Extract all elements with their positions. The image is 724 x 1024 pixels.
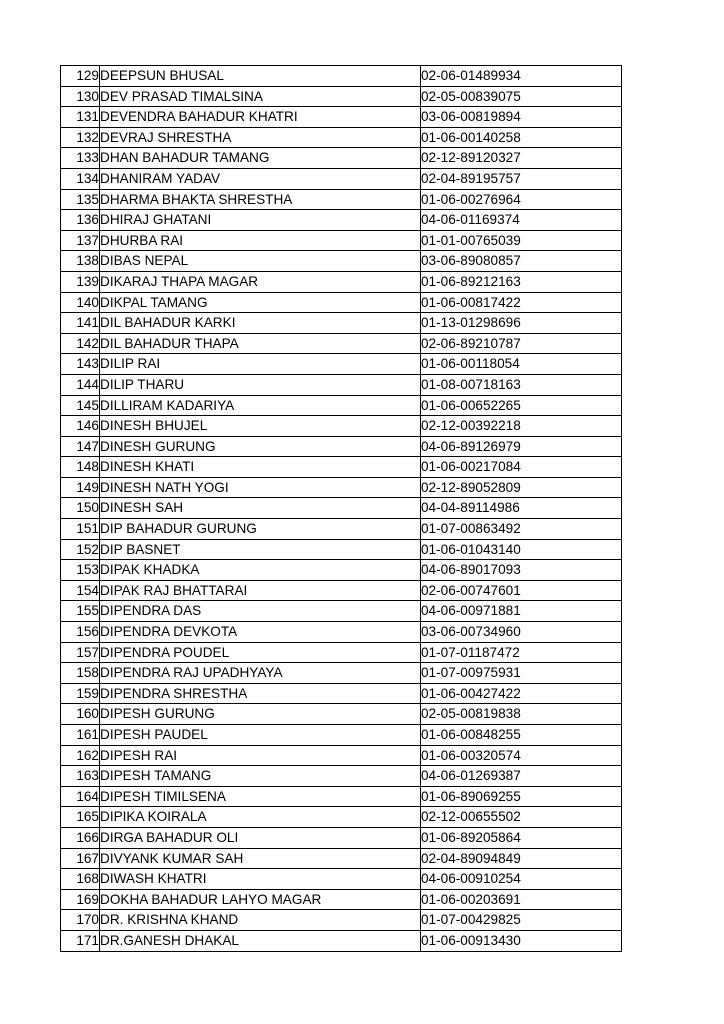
table-row: [61, 313, 622, 334]
serial-number-cell: 129: [61, 66, 100, 87]
serial-number-cell: 164: [61, 786, 100, 807]
serial-number-cell: 151: [61, 519, 100, 540]
serial-number-cell: 134: [61, 168, 100, 189]
name-cell: DIKARAJ THAPA MAGAR: [100, 271, 421, 292]
name-cell: DINESH NATH YOGI: [100, 477, 421, 498]
table-row: [61, 725, 622, 746]
serial-number-cell: 168: [61, 869, 100, 890]
name-cell: DIL BAHADUR KARKI: [100, 313, 421, 334]
serial-number-cell: 138: [61, 251, 100, 272]
id-number-cell: 04-06-01169374: [421, 210, 622, 231]
id-number-cell: 01-06-00140258: [421, 127, 622, 148]
name-cell: DHIRAJ GHATANI: [100, 210, 421, 231]
name-cell: DIPESH GURUNG: [100, 704, 421, 725]
serial-number-cell: 149: [61, 477, 100, 498]
name-cell: DIL BAHADUR THAPA: [100, 333, 421, 354]
name-cell: DEV PRASAD TIMALSINA: [100, 86, 421, 107]
table-row: [61, 395, 622, 416]
serial-number-cell: 169: [61, 889, 100, 910]
name-cell: DHAN BAHADUR TAMANG: [100, 148, 421, 169]
table-row: [61, 889, 622, 910]
serial-number-cell: 155: [61, 601, 100, 622]
serial-number-cell: 136: [61, 210, 100, 231]
id-number-cell: 01-06-89205864: [421, 827, 622, 848]
serial-number-cell: 133: [61, 148, 100, 169]
table-row: [61, 827, 622, 848]
id-number-cell: 01-07-00975931: [421, 663, 622, 684]
table-row: [61, 107, 622, 128]
table-row: [61, 333, 622, 354]
table-row: [61, 622, 622, 643]
id-number-cell: 01-06-89212163: [421, 271, 622, 292]
name-cell: DR. KRISHNA KHAND: [100, 910, 421, 931]
serial-number-cell: 160: [61, 704, 100, 725]
id-number-cell: 01-13-01298696: [421, 313, 622, 334]
table-row: [61, 848, 622, 869]
id-number-cell: 01-06-00118054: [421, 354, 622, 375]
serial-number-cell: 170: [61, 910, 100, 931]
serial-number-cell: 166: [61, 827, 100, 848]
name-cell: DIP BASNET: [100, 539, 421, 560]
name-cell: DIRGA BAHADUR OLI: [100, 827, 421, 848]
name-cell: DOKHA BAHADUR LAHYO MAGAR: [100, 889, 421, 910]
id-number-cell: 02-06-89210787: [421, 333, 622, 354]
table-row: [61, 580, 622, 601]
name-cell: DILIP THARU: [100, 374, 421, 395]
name-cell: DIPESH PAUDEL: [100, 725, 421, 746]
name-cell: DINESH BHUJEL: [100, 416, 421, 437]
id-number-cell: 01-06-00817422: [421, 292, 622, 313]
id-number-cell: 01-07-00863492: [421, 519, 622, 540]
id-number-cell: 01-06-00652265: [421, 395, 622, 416]
serial-number-cell: 157: [61, 642, 100, 663]
name-cell: DR.GANESH DHAKAL: [100, 930, 421, 951]
serial-number-cell: 165: [61, 807, 100, 828]
table-row: [61, 930, 622, 951]
table-row: [61, 807, 622, 828]
name-cell: DIPESH TIMILSENA: [100, 786, 421, 807]
serial-number-cell: 167: [61, 848, 100, 869]
id-number-cell: 01-08-00718163: [421, 374, 622, 395]
id-number-cell: 02-04-89094849: [421, 848, 622, 869]
serial-number-cell: 162: [61, 745, 100, 766]
name-cell: DIWASH KHATRI: [100, 869, 421, 890]
id-number-cell: 01-06-00848255: [421, 725, 622, 746]
id-number-cell: 04-06-01269387: [421, 766, 622, 787]
name-cell: DIPENDRA RAJ UPADHYAYA: [100, 663, 421, 684]
name-cell: DHANIRAM YADAV: [100, 168, 421, 189]
name-cell: DILIP RAI: [100, 354, 421, 375]
name-cell: DEVRAJ SHRESTHA: [100, 127, 421, 148]
name-cell: DINESH KHATI: [100, 457, 421, 478]
table-row: [61, 354, 622, 375]
id-number-cell: 04-06-89126979: [421, 436, 622, 457]
name-cell: DIPESH RAI: [100, 745, 421, 766]
table-row: [61, 498, 622, 519]
name-cell: DHURBA RAI: [100, 230, 421, 251]
serial-number-cell: 148: [61, 457, 100, 478]
table-row: [61, 519, 622, 540]
serial-number-cell: 159: [61, 683, 100, 704]
serial-number-cell: 158: [61, 663, 100, 684]
name-cell: DILLIRAM KADARIYA: [100, 395, 421, 416]
table-row: [61, 148, 622, 169]
id-number-cell: 01-06-89069255: [421, 786, 622, 807]
name-cell: DIPAK KHADKA: [100, 560, 421, 581]
roster-table: [60, 65, 622, 952]
id-number-cell: 01-06-00203691: [421, 889, 622, 910]
table-row: [61, 477, 622, 498]
table-row: [61, 745, 622, 766]
table-row: [61, 230, 622, 251]
table-row: [61, 168, 622, 189]
serial-number-cell: 152: [61, 539, 100, 560]
id-number-cell: 01-06-01043140: [421, 539, 622, 560]
table-row: [61, 663, 622, 684]
table-row: [61, 457, 622, 478]
table-row: [61, 642, 622, 663]
name-cell: DIPAK RAJ BHATTARAI: [100, 580, 421, 601]
id-number-cell: 03-06-00734960: [421, 622, 622, 643]
id-number-cell: 01-07-01187472: [421, 642, 622, 663]
name-cell: DEEPSUN BHUSAL: [100, 66, 421, 87]
table-row: [61, 601, 622, 622]
name-cell: DIP BAHADUR GURUNG: [100, 519, 421, 540]
name-cell: DIPIKA KOIRALA: [100, 807, 421, 828]
serial-number-cell: 153: [61, 560, 100, 581]
id-number-cell: 01-06-00320574: [421, 745, 622, 766]
table-row: [61, 210, 622, 231]
serial-number-cell: 137: [61, 230, 100, 251]
serial-number-cell: 145: [61, 395, 100, 416]
serial-number-cell: 141: [61, 313, 100, 334]
id-number-cell: 02-12-00655502: [421, 807, 622, 828]
serial-number-cell: 140: [61, 292, 100, 313]
serial-number-cell: 146: [61, 416, 100, 437]
id-number-cell: 01-01-00765039: [421, 230, 622, 251]
table-row: [61, 374, 622, 395]
id-number-cell: 01-06-00217084: [421, 457, 622, 478]
name-cell: DIVYANK KUMAR SAH: [100, 848, 421, 869]
serial-number-cell: 144: [61, 374, 100, 395]
id-number-cell: 03-06-89080857: [421, 251, 622, 272]
table-row: [61, 869, 622, 890]
name-cell: DEVENDRA BAHADUR KHATRI: [100, 107, 421, 128]
name-cell: DINESH GURUNG: [100, 436, 421, 457]
id-number-cell: 02-12-89052809: [421, 477, 622, 498]
name-cell: DIPESH TAMANG: [100, 766, 421, 787]
serial-number-cell: 147: [61, 436, 100, 457]
table-row: [61, 86, 622, 107]
id-number-cell: 01-06-00276964: [421, 189, 622, 210]
id-number-cell: 02-04-89195757: [421, 168, 622, 189]
id-number-cell: 02-05-00839075: [421, 86, 622, 107]
id-number-cell: 01-06-00427422: [421, 683, 622, 704]
id-number-cell: 04-04-89114986: [421, 498, 622, 519]
table-row: [61, 416, 622, 437]
serial-number-cell: 135: [61, 189, 100, 210]
id-number-cell: 02-06-01489934: [421, 66, 622, 87]
id-number-cell: 02-06-00747601: [421, 580, 622, 601]
serial-number-cell: 130: [61, 86, 100, 107]
name-cell: DIPENDRA DEVKOTA: [100, 622, 421, 643]
id-number-cell: 03-06-00819894: [421, 107, 622, 128]
serial-number-cell: 132: [61, 127, 100, 148]
serial-number-cell: 150: [61, 498, 100, 519]
id-number-cell: 02-12-89120327: [421, 148, 622, 169]
table-row: [61, 539, 622, 560]
table-row: [61, 683, 622, 704]
table-row: [61, 127, 622, 148]
serial-number-cell: 143: [61, 354, 100, 375]
id-number-cell: 02-12-00392218: [421, 416, 622, 437]
table-row: [61, 786, 622, 807]
serial-number-cell: 131: [61, 107, 100, 128]
name-cell: DINESH SAH: [100, 498, 421, 519]
name-cell: DIKPAL TAMANG: [100, 292, 421, 313]
table-row: [61, 189, 622, 210]
serial-number-cell: 142: [61, 333, 100, 354]
id-number-cell: 04-06-00971881: [421, 601, 622, 622]
table-row: [61, 66, 622, 87]
serial-number-cell: 163: [61, 766, 100, 787]
table-row: [61, 251, 622, 272]
serial-number-cell: 161: [61, 725, 100, 746]
table-row: [61, 704, 622, 725]
roster-table-body: [61, 66, 622, 952]
serial-number-cell: 171: [61, 930, 100, 951]
id-number-cell: 04-06-89017093: [421, 560, 622, 581]
table-row: [61, 271, 622, 292]
id-number-cell: 01-07-00429825: [421, 910, 622, 931]
id-number-cell: 01-06-00913430: [421, 930, 622, 951]
serial-number-cell: 154: [61, 580, 100, 601]
serial-number-cell: 156: [61, 622, 100, 643]
table-row: [61, 766, 622, 787]
table-row: [61, 292, 622, 313]
table-row: [61, 436, 622, 457]
table-row: [61, 560, 622, 581]
name-cell: DIPENDRA SHRESTHA: [100, 683, 421, 704]
serial-number-cell: 139: [61, 271, 100, 292]
name-cell: DIBAS NEPAL: [100, 251, 421, 272]
id-number-cell: 04-06-00910254: [421, 869, 622, 890]
name-cell: DIPENDRA DAS: [100, 601, 421, 622]
table-row: [61, 910, 622, 931]
id-number-cell: 02-05-00819838: [421, 704, 622, 725]
name-cell: DIPENDRA POUDEL: [100, 642, 421, 663]
name-cell: DHARMA BHAKTA SHRESTHA: [100, 189, 421, 210]
